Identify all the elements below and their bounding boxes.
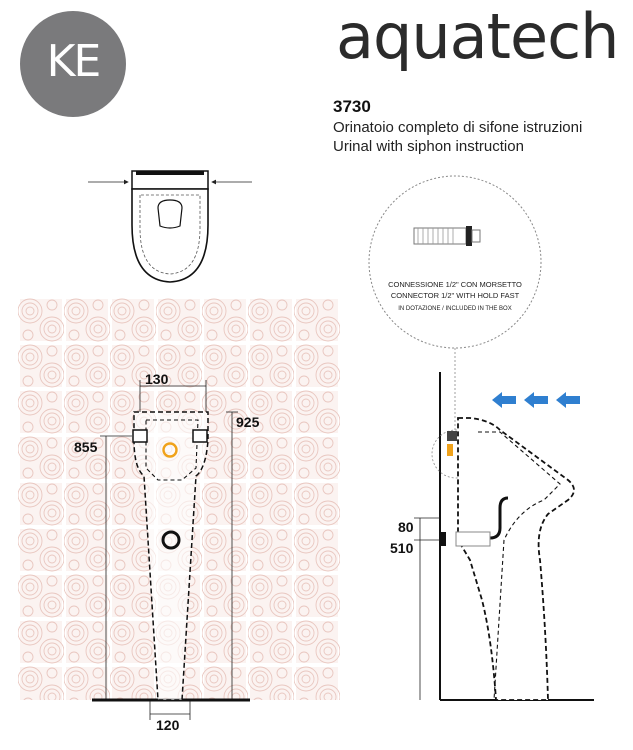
product-code: 3730 [333,97,371,116]
detail-note-line2: CONNECTOR 1/2" WITH HOLD FAST [390,291,520,300]
dim-width-top: 130 [145,371,169,387]
side-view [414,372,594,700]
description-italian: Orinatoio completo di sifone istruzioni [333,119,583,136]
logo-text: KE [46,36,100,87]
detail-note-line1: CONNESSIONE 1/2" CON MORSETTO [388,280,522,289]
brand-title: aquatech [336,0,619,73]
detail-note-line3: IN DOTAZIONE / INCLUDED IN THE BOX [398,306,512,312]
dim-height-outlet: 510 [390,540,414,556]
dim-width-bottom: 120 [156,717,180,733]
dim-height-inlet: 855 [74,439,98,455]
description-english: Urinal with siphon instruction [333,138,524,155]
connector-detail [369,176,541,348]
dim-outlet-offset: 80 [398,519,414,535]
dim-height-top: 925 [236,414,260,430]
top-view [88,171,252,282]
